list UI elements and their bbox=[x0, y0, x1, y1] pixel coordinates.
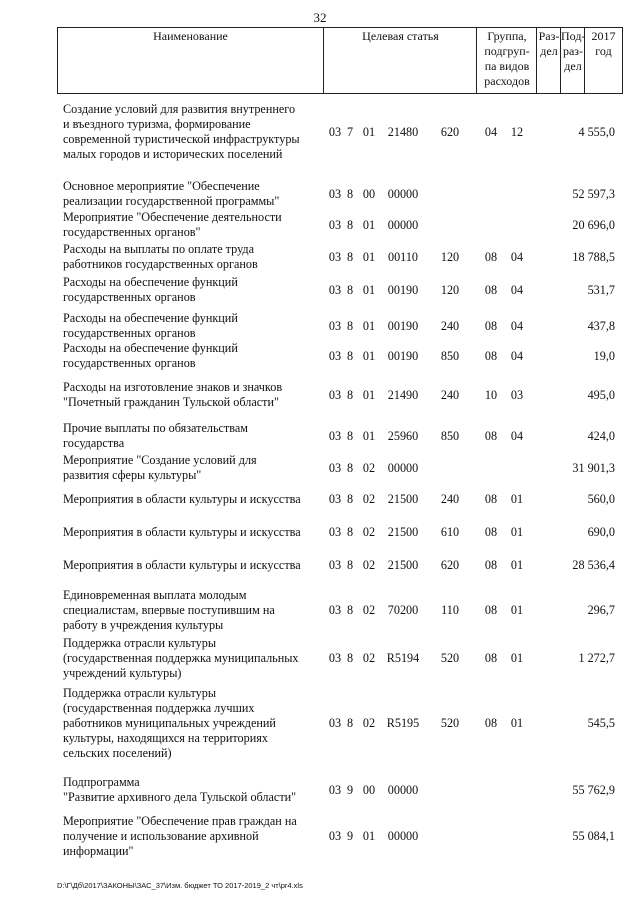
file-path-footer: D:\Г\Дб\2017\ЗАКОНЫ\ЗАС_37\Изм. бюджет ТО 2017-2019_2 чт\pr4.xls bbox=[57, 881, 303, 890]
cell-c1: 03 bbox=[328, 525, 342, 539]
cell-sub: 04 bbox=[510, 318, 524, 333]
cell-c1: 03 bbox=[328, 829, 342, 843]
cell-c4: R5194 bbox=[386, 651, 420, 665]
cell-c4: 00000 bbox=[387, 217, 419, 232]
cell-c2: 8 bbox=[346, 249, 354, 264]
header-section: Раз- дел bbox=[536, 28, 561, 93]
cell-c3: 01 bbox=[362, 249, 376, 264]
cell-c2: 7 bbox=[346, 124, 354, 139]
row-name: Мероприятия в области культуры и искусства bbox=[63, 525, 301, 539]
cell-c4: 00190 bbox=[387, 318, 419, 333]
cell-amount: 424,0 bbox=[587, 428, 615, 443]
cell-group: 120 bbox=[440, 249, 460, 264]
cell-amount: 18 788,5 bbox=[572, 249, 615, 264]
cell-c1: 03 bbox=[328, 282, 342, 297]
cell-c2: 8 bbox=[346, 716, 354, 730]
cell-c4: 21500 bbox=[387, 558, 419, 572]
cell-c4: R5195 bbox=[386, 716, 420, 730]
cell-c1: 03 bbox=[328, 124, 342, 139]
cell-c4: 00000 bbox=[387, 782, 419, 797]
cell-amount: 690,0 bbox=[587, 525, 615, 539]
cell-sub: 04 bbox=[510, 348, 524, 363]
header-subsection: Под- раз- дел bbox=[560, 28, 585, 93]
cell-group: 610 bbox=[440, 525, 460, 539]
cell-c1: 03 bbox=[328, 460, 342, 475]
row-name: Единовременная выплата молодым специалистам, впервые поступившим на работу в учреждения культуры bbox=[63, 588, 275, 632]
row-name: Расходы на обеспечение функций государственных органов bbox=[63, 275, 238, 304]
cell-group: 240 bbox=[440, 387, 460, 402]
cell-c1: 03 bbox=[328, 782, 342, 797]
cell-c2: 8 bbox=[346, 525, 354, 539]
cell-amount: 19,0 bbox=[593, 348, 615, 363]
cell-c4: 21500 bbox=[387, 525, 419, 539]
cell-c4: 21500 bbox=[387, 492, 419, 506]
cell-section: 08 bbox=[484, 651, 498, 665]
cell-c1: 03 bbox=[328, 348, 342, 363]
cell-group: 240 bbox=[440, 492, 460, 506]
cell-c3: 02 bbox=[362, 460, 376, 475]
row-name: Мероприятие "Создание условий для развития сферы культуры" bbox=[63, 453, 257, 482]
header-year: 2017 год bbox=[584, 28, 622, 93]
cell-c2: 8 bbox=[346, 348, 354, 363]
cell-c4: 00000 bbox=[387, 460, 419, 475]
page-number: 32 bbox=[313, 10, 327, 25]
row-name: Подпрограмма "Развитие архивного дела Тульской области" bbox=[63, 775, 297, 804]
cell-c1: 03 bbox=[328, 318, 342, 333]
header-group: Группа, подгруп- па видов расходов bbox=[476, 28, 537, 93]
row-name: Мероприятие "Обеспечение прав граждан на получение и использование архивной информации" bbox=[63, 814, 297, 858]
cell-amount: 495,0 bbox=[587, 387, 615, 402]
cell-section: 08 bbox=[484, 282, 498, 297]
cell-c1: 03 bbox=[328, 186, 342, 201]
row-name: Прочие выплаты по обязательствам государства bbox=[63, 421, 248, 450]
cell-sub: 01 bbox=[510, 603, 524, 617]
cell-section: 08 bbox=[484, 603, 498, 617]
header-name: Наименование bbox=[153, 29, 228, 43]
cell-c3: 01 bbox=[362, 282, 376, 297]
cell-section: 08 bbox=[484, 492, 498, 506]
cell-group: 850 bbox=[440, 348, 460, 363]
cell-c4: 21480 bbox=[387, 124, 419, 139]
cell-section: 08 bbox=[484, 249, 498, 264]
cell-c2: 8 bbox=[346, 651, 354, 665]
cell-amount: 4 555,0 bbox=[578, 124, 615, 139]
row-name: Мероприятия в области культуры и искусства bbox=[63, 558, 301, 572]
cell-sub: 12 bbox=[510, 124, 524, 139]
cell-c2: 9 bbox=[346, 782, 354, 797]
cell-c1: 03 bbox=[328, 492, 342, 506]
row-name: Расходы на изготовление знаков и значков "Почетный гражданин Тульской области" bbox=[63, 380, 283, 409]
cell-c3: 02 bbox=[362, 492, 376, 506]
cell-c3: 01 bbox=[362, 348, 376, 363]
cell-group: 240 bbox=[440, 318, 460, 333]
cell-amount: 55 762,9 bbox=[572, 782, 615, 797]
cell-section: 08 bbox=[484, 716, 498, 730]
cell-amount: 1 272,7 bbox=[578, 651, 615, 665]
cell-c3: 01 bbox=[362, 124, 376, 139]
cell-sub: 01 bbox=[510, 492, 524, 506]
cell-c3: 02 bbox=[362, 525, 376, 539]
cell-c2: 8 bbox=[346, 428, 354, 443]
cell-c2: 8 bbox=[346, 282, 354, 297]
cell-sub: 01 bbox=[510, 716, 524, 730]
cell-c2: 8 bbox=[346, 318, 354, 333]
cell-c4: 00190 bbox=[387, 348, 419, 363]
cell-c3: 02 bbox=[362, 651, 376, 665]
cell-c1: 03 bbox=[328, 716, 342, 730]
cell-c4: 00000 bbox=[387, 829, 419, 843]
cell-amount: 28 536,4 bbox=[572, 558, 615, 572]
cell-c3: 02 bbox=[362, 716, 376, 730]
row-name: Расходы на обеспечение функций государственных органов bbox=[63, 311, 238, 340]
cell-sub: 01 bbox=[510, 651, 524, 665]
cell-c1: 03 bbox=[328, 249, 342, 264]
cell-section: 04 bbox=[484, 124, 498, 139]
cell-c2: 8 bbox=[346, 186, 354, 201]
cell-amount: 531,7 bbox=[587, 282, 615, 297]
cell-group: 620 bbox=[440, 124, 460, 139]
cell-amount: 296,7 bbox=[587, 603, 615, 617]
cell-c4: 25960 bbox=[387, 428, 419, 443]
cell-c3: 01 bbox=[362, 829, 376, 843]
cell-c4: 70200 bbox=[387, 603, 419, 617]
cell-amount: 545,5 bbox=[587, 716, 615, 730]
cell-c1: 03 bbox=[328, 603, 342, 617]
cell-c4: 00110 bbox=[387, 249, 419, 264]
cell-c3: 01 bbox=[362, 217, 376, 232]
cell-sub: 04 bbox=[510, 282, 524, 297]
cell-c2: 8 bbox=[346, 558, 354, 572]
cell-amount: 437,8 bbox=[587, 318, 615, 333]
cell-amount: 20 696,0 bbox=[572, 217, 615, 232]
cell-c3: 02 bbox=[362, 603, 376, 617]
cell-amount: 52 597,3 bbox=[572, 186, 615, 201]
row-name: Расходы на обеспечение функций государственных органов bbox=[63, 341, 238, 370]
cell-c2: 8 bbox=[346, 387, 354, 402]
cell-c3: 02 bbox=[362, 558, 376, 572]
cell-c4: 00000 bbox=[387, 186, 419, 201]
cell-c3: 00 bbox=[362, 782, 376, 797]
cell-c4: 21490 bbox=[387, 387, 419, 402]
cell-c2: 9 bbox=[346, 829, 354, 843]
cell-sub: 04 bbox=[510, 428, 524, 443]
cell-group: 520 bbox=[440, 651, 460, 665]
row-name: Поддержка отрасли культуры (государственная поддержка лучших работников муниципальных учреждений культуры, находящихся на территориях сельских поселений) bbox=[63, 686, 276, 760]
row-name: Поддержка отрасли культуры (государственная поддержка муниципальных учреждений культуры) bbox=[63, 636, 299, 680]
cell-group: 110 bbox=[441, 603, 459, 617]
cell-c2: 8 bbox=[346, 603, 354, 617]
cell-c3: 00 bbox=[362, 186, 376, 201]
cell-section: 08 bbox=[484, 318, 498, 333]
cell-c3: 01 bbox=[362, 428, 376, 443]
cell-c1: 03 bbox=[328, 428, 342, 443]
cell-section: 08 bbox=[484, 348, 498, 363]
cell-group: 520 bbox=[440, 716, 460, 730]
cell-section: 10 bbox=[484, 387, 498, 402]
cell-c2: 8 bbox=[346, 492, 354, 506]
header-target: Целевая статья bbox=[323, 28, 477, 93]
row-name: Создание условий для развития внутреннего и въездного туризма, формирование современной туристической инфраструктуры малых городов и исторических поселений bbox=[63, 102, 300, 161]
row-name: Основное мероприятие "Обеспечение реализации государственной программы" bbox=[63, 179, 280, 208]
cell-c1: 03 bbox=[328, 558, 342, 572]
cell-amount: 55 084,1 bbox=[572, 829, 615, 843]
cell-section: 08 bbox=[484, 428, 498, 443]
cell-amount: 31 901,3 bbox=[572, 460, 615, 475]
cell-c1: 03 bbox=[328, 651, 342, 665]
row-name: Мероприятие "Обеспечение деятельности государственных органов" bbox=[63, 210, 282, 239]
row-name: Мероприятия в области культуры и искусства bbox=[63, 492, 301, 506]
row-name: Расходы на выплаты по оплате труда работников государственных органов bbox=[63, 242, 258, 271]
cell-sub: 01 bbox=[510, 558, 524, 572]
cell-sub: 03 bbox=[510, 387, 524, 402]
table-header bbox=[57, 27, 623, 94]
cell-section: 08 bbox=[484, 525, 498, 539]
cell-c3: 01 bbox=[362, 318, 376, 333]
cell-c1: 03 bbox=[328, 217, 342, 232]
cell-sub: 04 bbox=[510, 249, 524, 264]
cell-group: 120 bbox=[440, 282, 460, 297]
cell-c3: 01 bbox=[362, 387, 376, 402]
cell-sub: 01 bbox=[510, 525, 524, 539]
cell-group: 850 bbox=[440, 428, 460, 443]
cell-c2: 8 bbox=[346, 217, 354, 232]
cell-c1: 03 bbox=[328, 387, 342, 402]
cell-amount: 560,0 bbox=[587, 492, 615, 506]
cell-c4: 00190 bbox=[387, 282, 419, 297]
cell-c2: 8 bbox=[346, 460, 354, 475]
cell-section: 08 bbox=[484, 558, 498, 572]
cell-group: 620 bbox=[440, 558, 460, 572]
